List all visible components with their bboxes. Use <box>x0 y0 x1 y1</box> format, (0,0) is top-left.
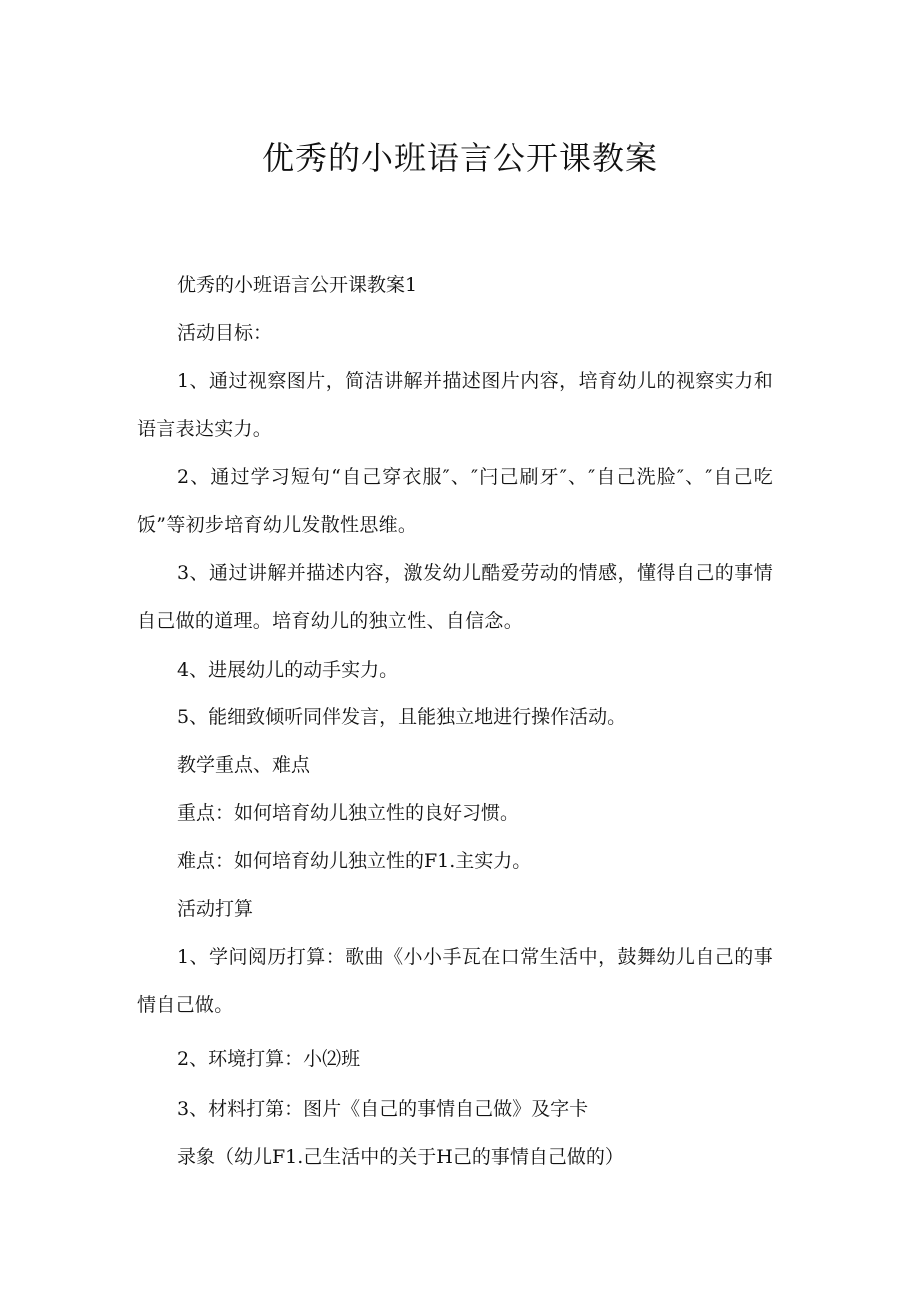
goal-item-1: 1、通过视察图片，简洁讲解并描述图片内容，培育幼儿的视察实力和语言表达实力。 <box>137 370 773 440</box>
goal-item-2: 2、通过学习短句“自己穿衣服″、″闩己刷牙″、″自己洗脸″、″自己吃饭”等初步培育幼儿发散性思维。 <box>137 466 773 536</box>
section-subtitle: 优秀的小班语言公开课教案1 <box>177 274 418 296</box>
video-line: 录象（幼儿F1.己生活中的关于H己的事情自己做的） <box>177 1146 624 1168</box>
document-title: 优秀的小班语言公开课教案 <box>261 139 658 177</box>
key-points-heading: 教学重点、难点 <box>177 754 311 776</box>
prep-item-1: 1、学问阅历打算：歌曲《小小手瓦在口常生活中，鼓舞幼儿自己的事情自己做。 <box>137 946 773 1016</box>
difficult-point: 难点：如何培育幼儿独立性的F1.主实力。 <box>177 850 532 872</box>
goal-item-4: 4、进展幼儿的动手实力。 <box>177 659 399 681</box>
prep-heading: 活动打算 <box>177 898 254 920</box>
goal-item-3: 3、通过讲解并描述内容，激发幼儿酷爱劳动的情感，懂得自己的事情自己做的道理。培育幼儿的独立性、自信念。 <box>137 562 773 632</box>
goals-heading: 活动目标： <box>177 322 273 344</box>
prep-item-2: 2、环境打算：小⑵班 <box>177 1048 361 1070</box>
goal-item-5: 5、能细致倾听同伴发言，且能独立地进行操作活动。 <box>177 706 627 728</box>
prep-item-3: 3、材料打第：图片《自己的事情自己做》及字卡 <box>177 1098 589 1120</box>
key-point: 重点：如何培育幼儿独立性的良好习惯。 <box>177 802 520 824</box>
